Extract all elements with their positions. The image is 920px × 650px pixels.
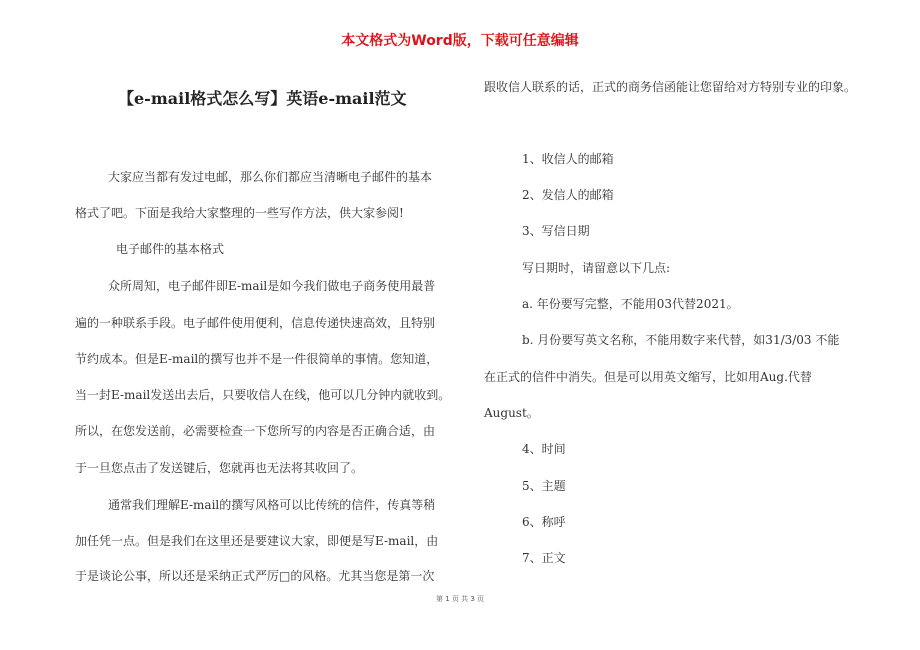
left-paragraph-line: 众所周知，电子邮件即E-mail是如今我们做电子商务使用最普: [108, 279, 436, 293]
list-item: 3、写信日期: [522, 224, 590, 238]
left-paragraph-line: 于是谈论公事，所以还是采纳正式严厉□的风格。尤其当您是第一次: [75, 569, 435, 583]
section-heading: 电子邮件的基本格式: [116, 242, 225, 256]
list-item: 1、收信人的邮箱: [522, 152, 614, 166]
right-paragraph-line: August。: [484, 406, 539, 420]
left-paragraph-line: 加任凭一点。但是我们在这里还是要建议大家，即便是写E-mail，由: [75, 534, 439, 548]
download-banner: 本文格式为Word版，下载可任意编辑: [341, 33, 579, 49]
left-paragraph-line: 于一旦您点击了发送键后，您就再也无法将其收回了。: [75, 461, 364, 475]
left-paragraph-line: 节约成本。但是E-mail的撰写也并不是一件很简单的事情。您知道，: [75, 352, 439, 366]
right-paragraph-line: b. 月份要写英文名称，不能用数字来代替，如31/3/03 不能: [522, 333, 840, 347]
left-paragraph-line: 通常我们理解E-mail的撰写风格可以比传统的信件，传真等稍: [108, 498, 436, 512]
list-item: 2、发信人的邮箱: [522, 188, 614, 202]
right-paragraph-line: a. 年份要写完整，不能用03代替2021。: [522, 297, 739, 311]
left-paragraph-line: 当一封E-mail发送出去后，只要收信人在线，他可以几分钟内就收到。: [75, 388, 451, 402]
document-title: 【e-mail格式怎么写】英语e-mail范文: [118, 89, 407, 108]
page-footer: 第 1 页 共 3 页: [435, 595, 485, 603]
list-item: 7、正文: [522, 551, 566, 565]
left-paragraph-line: 所以，在您发送前，必需要检查一下您所写的内容是否正确合适，由: [75, 424, 436, 438]
right-paragraph-line: 在正式的信件中消失。但是可以用英文缩写，比如用Aug.代替: [484, 370, 812, 384]
list-item: 4、时间: [522, 442, 566, 456]
left-paragraph-line: 格式了吧。下面是我给大家整理的一些写作方法，供大家参阅!: [75, 206, 404, 220]
left-paragraph-line: 大家应当都有发过电邮，那么你们都应当清晰电子邮件的基本: [108, 170, 433, 184]
right-paragraph-line: 跟收信人联系的话，正式的商务信函能让您留给对方特别专业的印象。: [484, 80, 857, 94]
list-item: 5、主题: [522, 479, 566, 493]
right-paragraph-line: 写日期时，请留意以下几点:: [522, 261, 671, 275]
left-paragraph-line: 遍的一种联系手段。电子邮件使用便利，信息传递快速高效，且特别: [75, 316, 436, 330]
list-item: 6、称呼: [522, 515, 566, 529]
